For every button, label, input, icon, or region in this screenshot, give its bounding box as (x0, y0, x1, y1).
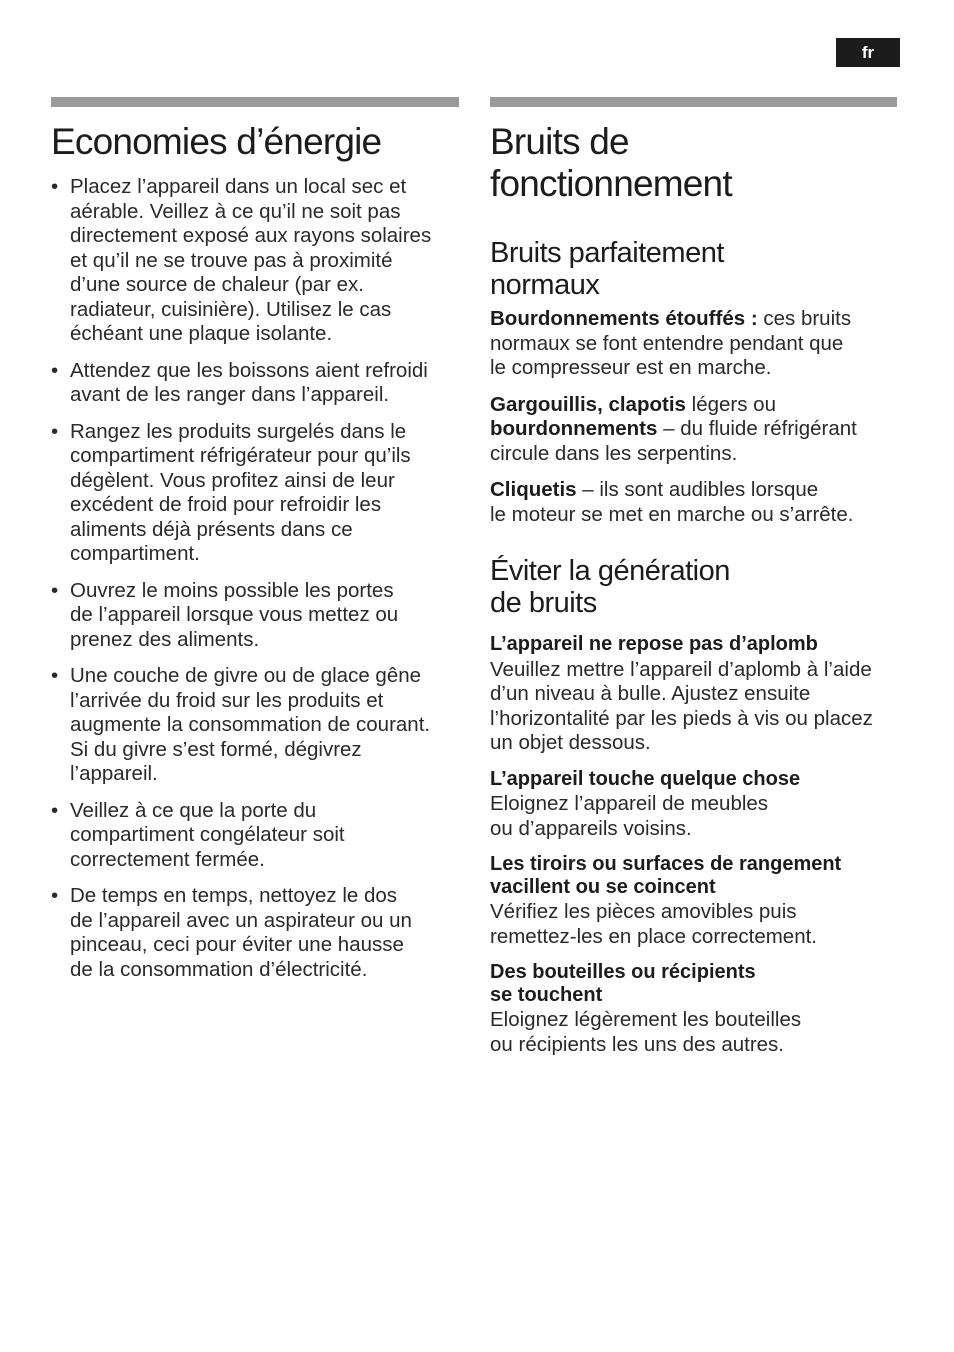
normal-noise-gurgling: Gargouillis, clapotis légers ou bourdonnements – du fluide réfrigérant circule dans les serpentins. (490, 392, 857, 465)
noise-cause-title: Les tiroirs ou surfaces de rangement vacillent ou se coincent (490, 853, 842, 898)
energy-saving-column (51, 97, 463, 994)
energy-tip-item: • Rangez les produits surgelés dans le compartiment réfrigérateur pour qu’ils dégèlent. Vous profitez ainsi de leur excédent de froid pour refroidir les aliments déjà présents dans ce compartiment. (51, 420, 463, 567)
noise-cause-title: L’appareil touche quelque chose (490, 767, 801, 790)
energy-tip-item: • Veillez à ce que la porte du compartiment congélateur soit correctement fermée. (51, 799, 463, 873)
noise-cause-title: L’appareil ne repose pas d’aplomb (490, 633, 818, 655)
energy-tips-list (51, 175, 463, 982)
noise-remedy-text: Veuillez mettre l’appareil d’aplomb à l’aide d’un niveau à bulle. Ajustez ensuite l’horizontalité par les pieds à vis ou placez un objet dessous. (490, 657, 873, 754)
normal-noises-heading: Bruits parfaitement normaux (490, 237, 724, 301)
noise-remedy-text: Eloignez l’appareil de meubles ou d’appareils voisins. (490, 792, 769, 840)
operating-noises-title: Bruits de fonctionnement (490, 121, 732, 204)
energy-tip-item: • Ouvrez le moins possible les portes de l’appareil lorsque vous mettez ou prenez des aliments. (51, 579, 463, 653)
operating-noises-column (490, 97, 905, 1069)
noise-cause-title: Des bouteilles ou récipients se touchent (490, 961, 756, 1006)
noise-remedy-text: Eloignez légèrement les bouteilles ou récipients les uns des autres. (490, 1008, 802, 1056)
energy-tip-item: • Placez l’appareil dans un local sec et aérable. Veillez à ce qu’il ne soit pas directement exposé aux rayons solaires et qu’il ne se trouve pas à proximité d’une source de chaleur (par ex. radiateur, cuisinière). Utilisez le cas échéant une plaque isolante. (51, 175, 463, 347)
energy-tip-item: • De temps en temps, nettoyez le dos de l’appareil avec un aspirateur ou un pinceau, ceci pour éviter une hausse de la consommation d’électricité. (51, 884, 463, 982)
normal-noise-clicking: Cliquetis – ils sont audibles lorsque le moteur se met en marche ou s’arrête. (490, 478, 854, 526)
energy-tip-item: • Attendez que les boissons aient refroidi avant de les ranger dans l’appareil. (51, 359, 463, 408)
section-rule (51, 97, 459, 107)
noise-remedy-text: Vérifiez les pièces amovibles puis remettez-les en place correctement. (490, 900, 817, 948)
energy-saving-title: Economies d’énergie (51, 121, 382, 162)
section-rule (490, 97, 897, 107)
energy-tip-item: • Une couche de givre ou de glace gêne l’arrivée du froid sur les produits et augmente la consommation de courant. Si du givre s’est formé, dégivrez l’appareil. (51, 664, 463, 787)
avoid-noises-heading: Éviter la génération de bruits (490, 555, 730, 619)
noise-troubleshooting-list (490, 633, 905, 1057)
normal-noise-humming: Bourdonnements étouffés : ces bruits normaux se font entendre pendant que le compresseur est en marche. (490, 307, 852, 379)
language-tag: fr (836, 38, 900, 67)
